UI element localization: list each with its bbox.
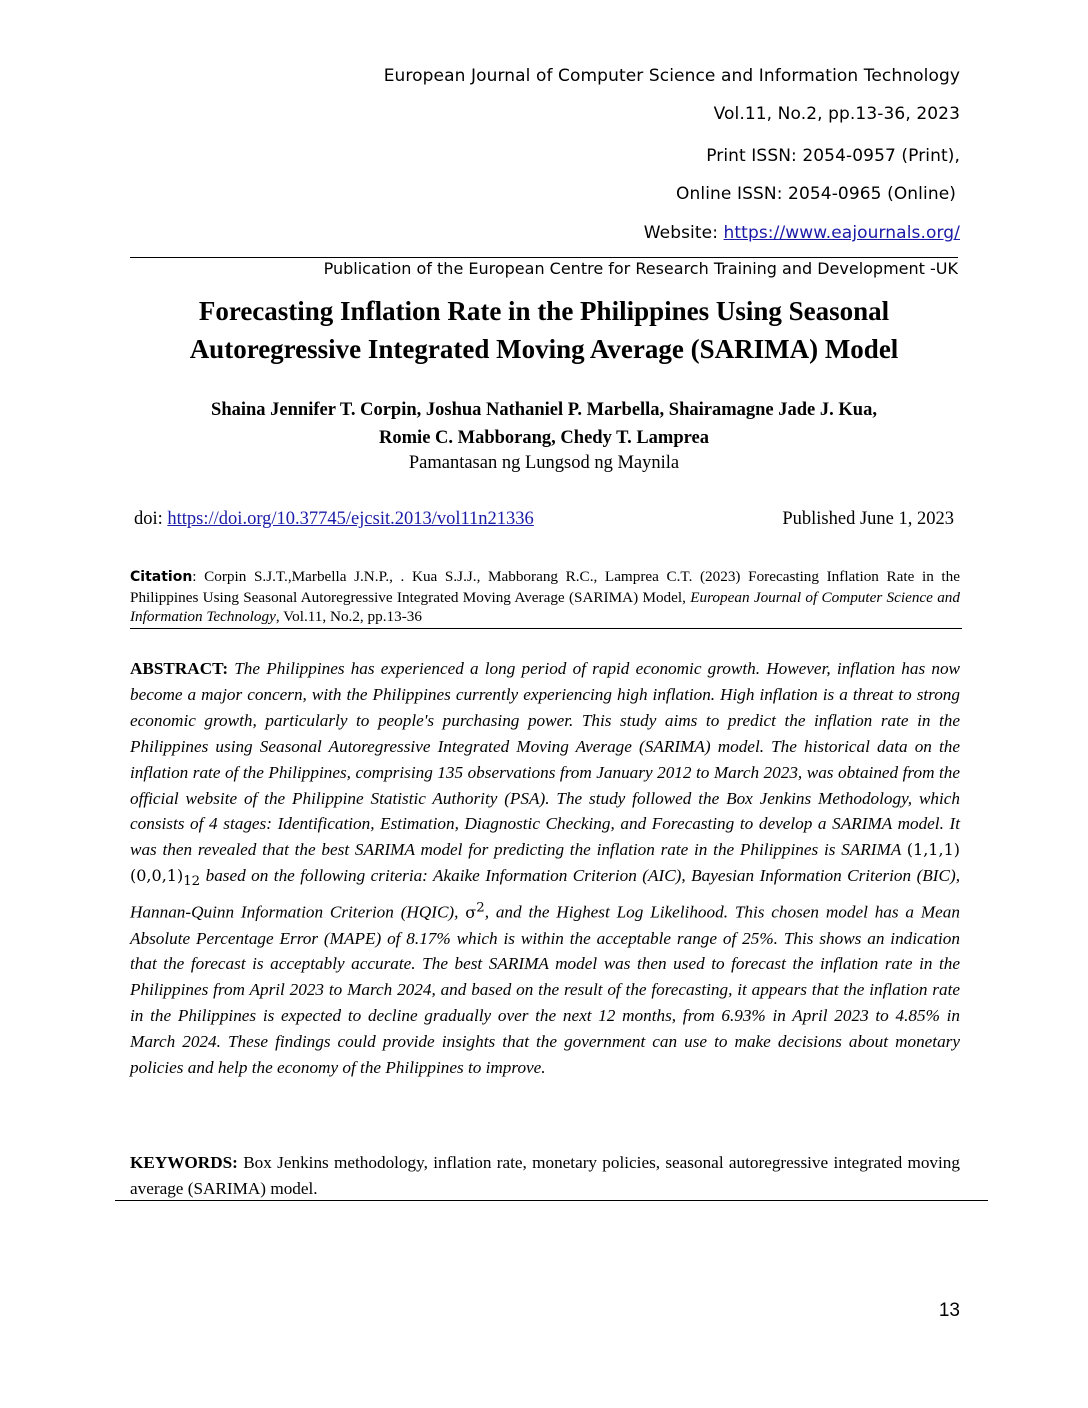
online-issn: Online ISSN: 2054-0965 (Online) [676, 184, 956, 204]
paper-title [100, 292, 988, 368]
journal-volume: Vol.11, No.2, pp.13-36, 2023 [713, 104, 960, 124]
author-list [100, 396, 988, 452]
doi-line [134, 509, 534, 530]
sigma-symbol: σ [465, 902, 477, 922]
title-line-1: Forecasting Inflation Rate in the Philippines Using Seasonal [198, 296, 890, 326]
doi-label: doi: [134, 509, 168, 529]
abstract-block [130, 656, 960, 1081]
sigma-squared [465, 900, 485, 922]
authors-line-2: Romie C. Mabborang, Chedy T. Lamprea [379, 428, 709, 448]
website-label: Website: [643, 223, 724, 243]
keywords-label: KEYWORDS: [130, 1153, 244, 1172]
citation-divider [130, 628, 962, 629]
title-line-2: Autoregressive Integrated Moving Average (SARIMA) Model [189, 334, 899, 364]
journal-name: European Journal of Computer Science and Information Technology [383, 66, 960, 86]
citation-label: Citation [130, 569, 193, 585]
abstract-text-3: , and the Highest Log Likelihood. This chosen model has a Mean Absolute Percentage Error (MAPE) of 8.17% which is within the acceptable range of 25%. This shows an indication that the forecast is acceptably accurate. The best SARIMA model was then used to forecast the inflation rate in the Philippines from April 2023 to March 2024, and based on the result of the forecasting, it appears that the inflation rate in the Philippines is expected to decline gradually over the next 12 months, from 6.93% in April 2023 to 4.85% in March 2024. These findings could provide insights that the government can use to make decisions about monetary policies and help the economy of the Philippines to improve. [130, 902, 960, 1078]
abstract-text-2: based on the following criteria: Akaike Information Criterion (AIC), Bayesian Information Criterion (BIC), Hannan-Quinn Information Criterion (HQIC), [130, 866, 960, 922]
authors-line-1: Shaina Jennifer T. Corpin, Joshua Nathaniel P. Marbella, Shairamagne Jade J. Kua, [211, 400, 877, 420]
print-issn: Print ISSN: 2054-0957 (Print), [706, 146, 960, 166]
keywords-block [130, 1150, 960, 1202]
abstract-text-1: The Philippines has experienced a long period of rapid economic growth. However, inflation has now become a major concern, with the Philippines currently experiencing high inflation. High inflation is a threat to strong economic growth, particularly to people's purchasing power. This study aims to predict the inflation rate in the Philippines using Seasonal Autoregressive Integrated Moving Average (SARIMA) model. The historical data on the inflation rate of the Philippines, comprising 135 observations from January 2012 to March 2023, was obtained from the official website of the Philippine Statistic Authority (PSA). The study followed the Box Jenkins Methodology, which consists of 4 stages: Identification, Estimation, Diagnostic Checking, and Forecasting to develop a SARIMA model. It was then revealed that the best SARIMA model for predicting the inflation rate in the Philippines is SARIMA [130, 659, 961, 860]
website-link[interactable]: https://www.eajournals.org/ [723, 223, 960, 243]
sarima-order: (1,1,1)(0,0,1) [130, 840, 960, 886]
publisher-line: Publication of the European Centre for Research Training and Development -UK [323, 259, 958, 278]
abstract-label: ABSTRACT: [130, 659, 235, 678]
citation-journal: European Journal of Computer Science and Information Technology [130, 588, 960, 625]
citation-block [130, 567, 960, 627]
keywords-divider [115, 1200, 988, 1201]
page-number: 13 [938, 1300, 960, 1321]
sarima-season: 12 [183, 874, 201, 890]
website-line [644, 223, 960, 243]
doi-link[interactable]: https://doi.org/10.37745/ejcsit.2013/vol11n21336 [167, 509, 534, 529]
citation-tail: , Vol.11, No.2, pp.13-36 [275, 608, 422, 625]
citation-text: : Corpin S.J.T.,Marbella J.N.P., . Kua S.J.J., Mabborang R.C., Lamprea C.T. (2023) Forecasting Inflation Rate in the Philippines Using Seasonal Autoregressive Integrated Moving Average (SARIMA) Model, [130, 568, 960, 606]
header-divider [130, 257, 958, 258]
published-date: Published June 1, 2023 [782, 509, 954, 529]
keywords-text: Box Jenkins methodology, inflation rate, monetary policies, seasonal autoregressive integrated moving average (SARIMA) model. [130, 1153, 960, 1198]
sigma-exponent: 2 [476, 900, 485, 916]
affiliation: Pamantasan ng Lungsod ng Maynila [408, 453, 680, 473]
